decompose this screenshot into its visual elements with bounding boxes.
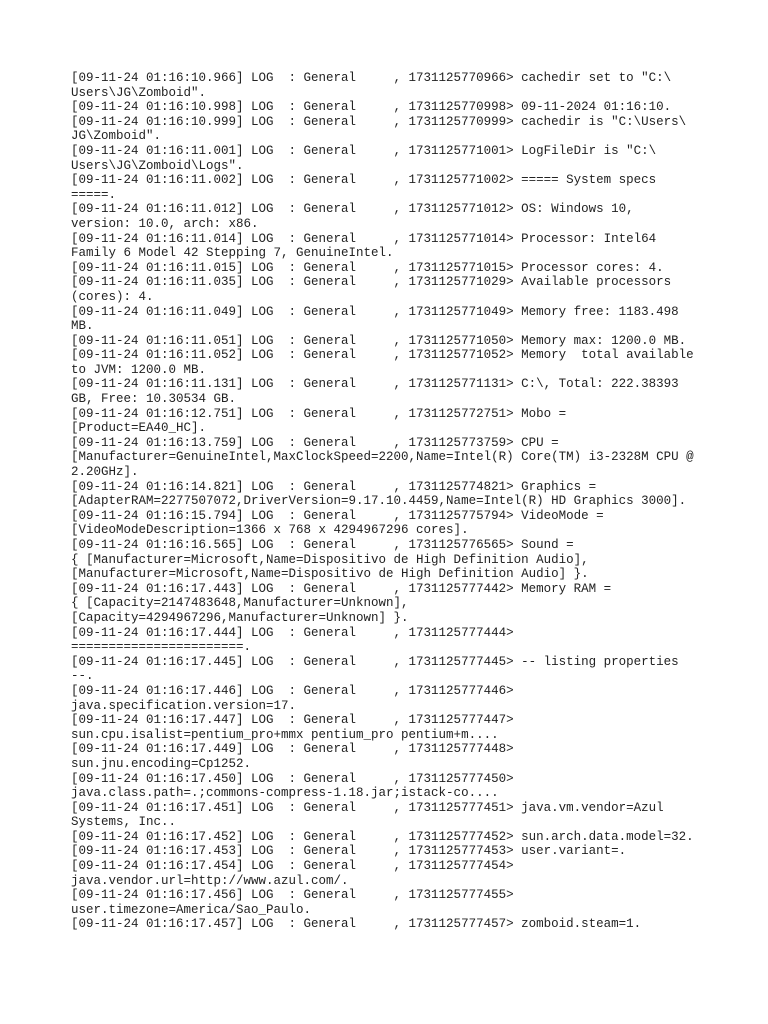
log-line: sun.cpu.isalist=pentium_pro+mmx pentium_pro pentium+m....: [71, 727, 499, 742]
log-line: java.class.path=.;commons-compress-1.18.jar;istack-co....: [71, 786, 499, 801]
log-line: JG\Zomboid".: [71, 129, 162, 144]
log-line: { [Capacity=2147483648,Manufacturer=Unknown],: [71, 596, 409, 611]
log-line: Users\JG\Zomboid".: [71, 85, 207, 100]
log-line: [09-11-24 01:16:14.821] LOG : General , 1731125774821> Graphics =: [71, 479, 597, 494]
log-line: 2.20GHz].: [71, 465, 139, 480]
log-line: [09-11-24 01:16:17.449] LOG : General , 1731125777448>: [71, 742, 514, 757]
log-text-body: [71, 71, 711, 932]
log-line: [Product=EA40_HC].: [71, 421, 207, 436]
log-line: [09-11-24 01:16:11.035] LOG : General , 1731125771029> Available processors: [71, 275, 672, 290]
log-line: [09-11-24 01:16:17.454] LOG : General , 1731125777454>: [71, 859, 514, 874]
log-document: [71, 71, 711, 932]
log-line: [09-11-24 01:16:17.443] LOG : General , 1731125777442> Memory RAM =: [71, 581, 612, 596]
log-line: [09-11-24 01:16:17.452] LOG : General , 1731125777452> sun.arch.data.model=32.: [71, 829, 694, 844]
log-line: [09-11-24 01:16:11.051] LOG : General , 1731125771050> Memory max: 1200.0 MB.: [71, 333, 687, 348]
log-line: Users\JG\Zomboid\Logs".: [71, 158, 244, 173]
log-line: [09-11-24 01:16:17.451] LOG : General , 1731125777451> java.vm.vendor=Azul: [71, 800, 664, 815]
log-line: [09-11-24 01:16:17.457] LOG : General , 1731125777457> zomboid.steam=1.: [71, 917, 642, 932]
log-line: java.vendor.url=http://www.azul.com/.: [71, 873, 349, 888]
log-line: [09-11-24 01:16:17.453] LOG : General , 1731125777453> user.variant=.: [71, 844, 627, 859]
log-line: [AdapterRAM=2277507072,DriverVersion=9.17.10.4459,Name=Intel(R) HD Graphics 3000].: [71, 494, 687, 509]
log-line: [09-11-24 01:16:17.447] LOG : General , 1731125777447>: [71, 713, 514, 728]
log-line: Systems, Inc..: [71, 815, 177, 830]
log-line: [09-11-24 01:16:10.998] LOG : General , 1731125770998> 09-11-2024 01:16:10.: [71, 100, 672, 115]
log-line: [09-11-24 01:16:17.445] LOG : General , 1731125777445> -- listing properties: [71, 654, 679, 669]
log-line: [09-11-24 01:16:11.002] LOG : General , 1731125771002> ===== System specs: [71, 173, 657, 188]
log-line: [Manufacturer=Microsoft,Name=Dispositivo de High Definition Audio] }.: [71, 567, 589, 582]
log-line: (cores): 4.: [71, 289, 154, 304]
log-line: [09-11-24 01:16:12.751] LOG : General , 1731125772751> Mobo =: [71, 406, 567, 421]
log-line: sun.jnu.encoding=Cp1252.: [71, 756, 252, 771]
log-line: [09-11-24 01:16:11.001] LOG : General , 1731125771001> LogFileDir is "C:\: [71, 143, 657, 158]
log-line: [09-11-24 01:16:11.052] LOG : General , 1731125771052> Memory total available: [71, 348, 694, 363]
log-line: [VideoModeDescription=1366 x 768 x 4294967296 cores].: [71, 523, 469, 538]
log-line: MB.: [71, 319, 94, 334]
log-line: [09-11-24 01:16:13.759] LOG : General , 1731125773759> CPU =: [71, 435, 559, 450]
log-line: [09-11-24 01:16:17.456] LOG : General , 1731125777455>: [71, 888, 514, 903]
log-line: [09-11-24 01:16:10.999] LOG : General , 1731125770999> cachedir is "C:\Users\: [71, 114, 687, 129]
log-line: =====.: [71, 187, 117, 202]
log-line: =======================.: [71, 640, 252, 655]
log-line: [09-11-24 01:16:11.014] LOG : General , 1731125771014> Processor: Intel64: [71, 231, 657, 246]
log-line: [09-11-24 01:16:10.966] LOG : General , 1731125770966> cachedir set to "C:\: [71, 71, 672, 85]
log-line: [09-11-24 01:16:17.444] LOG : General , 1731125777444>: [71, 625, 514, 640]
log-line: to JVM: 1200.0 MB.: [71, 362, 207, 377]
log-line: [09-11-24 01:16:15.794] LOG : General , 1731125775794> VideoMode =: [71, 508, 604, 523]
log-line: [09-11-24 01:16:11.015] LOG : General , 1731125771015> Processor cores: 4.: [71, 260, 664, 275]
log-line: version: 10.0, arch: x86.: [71, 216, 259, 231]
log-line: Family 6 Model 42 Stepping 7, GenuineIntel.: [71, 246, 394, 261]
log-line: java.specification.version=17.: [71, 698, 297, 713]
log-line: [09-11-24 01:16:11.012] LOG : General , 1731125771012> OS: Windows 10,: [71, 202, 634, 217]
log-line: --.: [71, 669, 94, 684]
log-line: GB, Free: 10.30534 GB.: [71, 392, 237, 407]
log-line: { [Manufacturer=Microsoft,Name=Dispositivo de High Definition Audio],: [71, 552, 589, 567]
log-line: [09-11-24 01:16:11.131] LOG : General , 1731125771131> C:\, Total: 222.38393: [71, 377, 679, 392]
log-line: [09-11-24 01:16:16.565] LOG : General , 1731125776565> Sound =: [71, 538, 574, 552]
log-line: [09-11-24 01:16:17.450] LOG : General , 1731125777450>: [71, 771, 514, 786]
log-line: user.timezone=America/Sao_Paulo.: [71, 902, 312, 917]
log-line: [Capacity=4294967296,Manufacturer=Unknown] }.: [71, 610, 409, 625]
log-line: [Manufacturer=GenuineIntel,MaxClockSpeed=2200,Name=Intel(R) Core(TM) i3-2328M CPU @: [71, 450, 694, 465]
log-line: [09-11-24 01:16:17.446] LOG : General , 1731125777446>: [71, 683, 514, 698]
log-line: [09-11-24 01:16:11.049] LOG : General , 1731125771049> Memory free: 1183.498: [71, 304, 679, 319]
